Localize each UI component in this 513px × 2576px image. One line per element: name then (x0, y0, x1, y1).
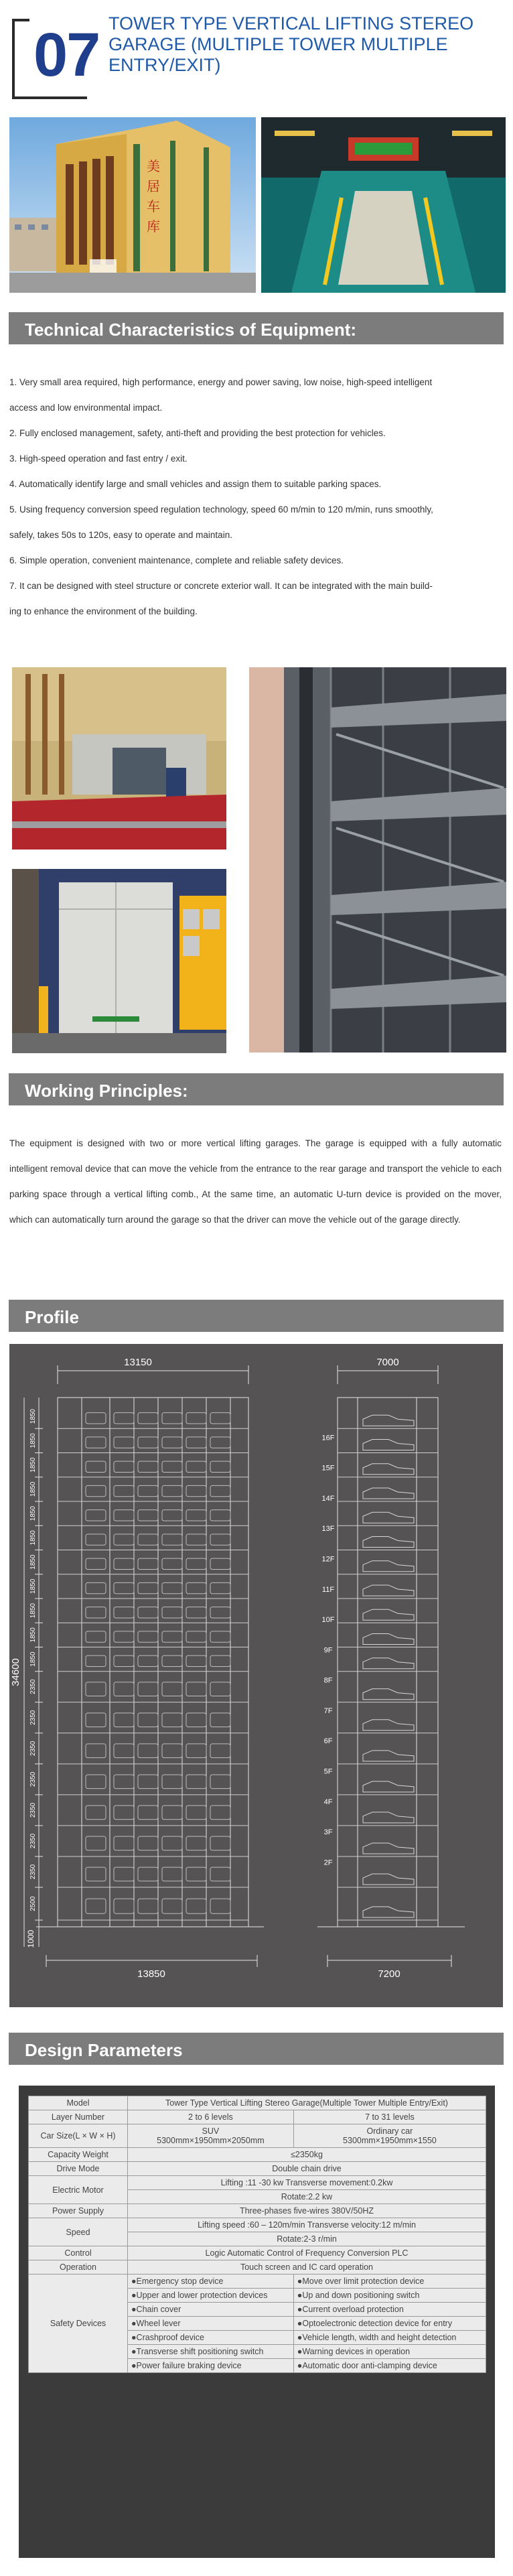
profile-car-outline (210, 1437, 230, 1448)
characteristic-line: 4. Automatically identify large and small vehicles and assign them to suitable parking spaces. (9, 479, 382, 489)
car-b-size: 5300mm×1950mm×1550 (343, 2136, 437, 2145)
table-row (29, 2260, 486, 2275)
power-value: Three-phases five-wires 380V/50HZ (128, 2204, 486, 2218)
profile-car-outline (138, 1631, 158, 1642)
profile-bottom-width-right: 7200 (378, 1968, 400, 1980)
profile-total-height: 34600 (10, 1658, 21, 1686)
table-row (29, 2096, 486, 2110)
design-parameters-table (28, 2096, 486, 2373)
profile-car-outline (114, 1867, 134, 1881)
safety-item: ●Wheel lever (128, 2317, 294, 2331)
safety-item: ●Move over limit protection device (293, 2275, 486, 2289)
profile-car-outline (138, 1607, 158, 1618)
tower-lift-interior-photo (249, 667, 506, 1053)
profile-top-width-left: 13150 (124, 1357, 152, 1368)
safety-item: ●Chain cover (128, 2303, 294, 2317)
profile-car-outline (162, 1607, 182, 1618)
capacity-value: ≤2350kg (128, 2148, 486, 2162)
profile-car-outline (86, 1836, 106, 1850)
profile-car-outline (114, 1775, 134, 1789)
operation-value: Touch screen and IC card operation (128, 2260, 486, 2275)
speed-value-rotate: Rotate:2-3 r/min (128, 2232, 486, 2246)
profile-level-height: 1850 (29, 1408, 37, 1424)
drive-label: Drive Mode (29, 2162, 128, 2176)
profile-level-height: 2350 (29, 1802, 37, 1818)
profile-car-outline (210, 1485, 230, 1496)
car-size-a (128, 2124, 294, 2148)
safety-item: ●Vehicle length, width and height detection (293, 2331, 486, 2345)
profile-car-outline (138, 1534, 158, 1545)
design-parameters-heading: Design Parameters (25, 2040, 183, 2060)
profile-car-outline (162, 1806, 182, 1820)
profile-car-outline (210, 1806, 230, 1820)
characteristic-line: 5. Using frequency conversion speed regulation technology, speed 60 m/min to 120 m/min, runs smoothly, (9, 504, 433, 515)
profile-car-side (363, 1720, 414, 1731)
profile-car-outline (138, 1867, 158, 1881)
power-label: Power Supply (29, 2204, 128, 2218)
car-b-type: Ordinary car (366, 2126, 413, 2136)
profile-car-outline (162, 1510, 182, 1521)
profile-car-outline (186, 1713, 206, 1727)
profile-car-outline (138, 1437, 158, 1448)
profile-car-outline (114, 1534, 134, 1545)
profile-top-width-right: 7000 (376, 1357, 399, 1368)
safety-item: ●Optoelectronic detection device for entry (293, 2317, 486, 2331)
profile-car-outline (162, 1558, 182, 1569)
table-row (29, 2246, 486, 2260)
profile-car-outline (114, 1510, 134, 1521)
speed-value-lifting: Lifting speed :60 – 120m/min Transverse velocity:12 m/min (128, 2218, 486, 2232)
profile-car-outline (210, 1558, 230, 1569)
profile-floor-label: 10F (321, 1616, 335, 1625)
profile-car-outline (210, 1510, 230, 1521)
motor-value-rotate: Rotate:2.2 kw (128, 2190, 486, 2204)
garage-entrance-photo (12, 667, 226, 850)
profile-floor-label: 8F (323, 1676, 333, 1685)
characteristic-line: 7. It can be designed with steel structure or concrete exterior wall. It can be integrated with the main build- (9, 581, 433, 591)
profile-car-outline (186, 1558, 206, 1569)
profile-level-height: 2350 (29, 1710, 37, 1725)
profile-car-outline (138, 1485, 158, 1496)
model-value: Tower Type Vertical Lifting Stereo Garage(Multiple Tower Multiple Entry/Exit) (128, 2096, 486, 2110)
profile-car-outline (162, 1836, 182, 1850)
section-number: 07 (33, 21, 100, 89)
profile-car-outline (138, 1713, 158, 1727)
profile-floor-label: 7F (323, 1706, 333, 1715)
layer-value-b: 7 to 31 levels (293, 2110, 486, 2124)
profile-car-outline (114, 1655, 134, 1666)
safety-item: ●Up and down positioning switch (293, 2289, 486, 2303)
table-row (29, 2176, 486, 2190)
characteristic-line: safely, takes 50s to 120s, easy to operate and maintain. (9, 530, 232, 540)
profile-car-outline (86, 1806, 106, 1820)
profile-car-outline (138, 1655, 158, 1666)
profile-car-outline (114, 1582, 134, 1593)
profile-level-height: 1850 (29, 1433, 37, 1448)
profile-car-outline (210, 1899, 230, 1913)
profile-floor-label: 6F (323, 1737, 333, 1746)
profile-floor-label: 5F (323, 1767, 333, 1776)
speed-label: Speed (29, 2218, 128, 2246)
section-number-box (12, 19, 100, 99)
profile-car-outline (86, 1413, 106, 1424)
car-size-label: Car Size(L × W × H) (29, 2124, 128, 2148)
layer-value-a: 2 to 6 levels (128, 2110, 294, 2124)
profile-car-outline (162, 1775, 182, 1789)
profile-car-outline (162, 1867, 182, 1881)
profile-car-outline (114, 1836, 134, 1850)
operation-label: Operation (29, 2260, 128, 2275)
capacity-label: Capacity Weight (29, 2148, 128, 2162)
profile-car-side (363, 1689, 414, 1700)
working-principle-text: The equipment is designed with two or more vertical lifting garages. The garage is equipped with a fully automatic intelligent removal device that can move the vehicle from the entrance to the rear garage and transport the vehicle to each parking space through a vertical lifting comb., At the same time, an automatic U-turn device is provided on the mover, which can automatically turn around the garage so that the driver can move the vehicle out of the garage directly. (9, 1138, 502, 1225)
profile-level-height: 1850 (29, 1651, 37, 1667)
table-row (29, 2124, 486, 2148)
profile-car-outline (114, 1744, 134, 1758)
profile-car-outline (86, 1437, 106, 1448)
characteristic-line: access and low environmental impact. (9, 403, 163, 413)
profile-car-outline (162, 1413, 182, 1424)
safety-item: ●Transverse shift positioning switch (128, 2345, 294, 2359)
profile-car-side (363, 1812, 414, 1823)
profile-car-outline (114, 1713, 134, 1727)
profile-car-outline (186, 1806, 206, 1820)
characteristic-line: ing to enhance the environment of the building. (9, 606, 198, 616)
profile-car-outline (162, 1655, 182, 1666)
profile-car-outline (210, 1867, 230, 1881)
profile-drawing (9, 1344, 503, 2007)
profile-floor-label: 11F (321, 1585, 335, 1594)
profile-car-outline (210, 1461, 230, 1472)
profile-car-outline (210, 1744, 230, 1758)
safety-item: ●Crashproof device (128, 2331, 294, 2345)
profile-level-height: 1850 (29, 1554, 37, 1570)
profile-car-outline (114, 1413, 134, 1424)
profile-floor-label: 9F (323, 1646, 333, 1655)
profile-car-outline (138, 1682, 158, 1696)
safety-item: ●Warning devices in operation (293, 2345, 486, 2359)
characteristics-list (9, 370, 492, 624)
profile-floor-label: 13F (321, 1525, 335, 1534)
profile-car-outline (86, 1510, 106, 1521)
safety-label: Safety Devices (29, 2275, 128, 2373)
profile-level-height: 1850 (29, 1578, 37, 1594)
svg-text:居: 居 (147, 180, 160, 194)
profile-floor-label: 12F (321, 1555, 335, 1564)
profile-car-outline (186, 1510, 206, 1521)
profile-car-outline (162, 1631, 182, 1642)
profile-car-side (363, 1781, 414, 1792)
profile-car-outline (86, 1655, 106, 1666)
characteristic-line: 3. High-speed operation and fast entry / exit. (9, 454, 188, 464)
profile-car-outline (162, 1485, 182, 1496)
table-row (29, 2148, 486, 2162)
profile-car-outline (114, 1631, 134, 1642)
profile-car-side (363, 1751, 414, 1761)
page-header (8, 7, 504, 107)
characteristic-line: 6. Simple operation, convenient maintenance, complete and reliable safety devices. (9, 555, 344, 565)
profile-car-outline (162, 1682, 182, 1696)
profile-car-outline (186, 1836, 206, 1850)
model-label: Model (29, 2096, 128, 2110)
profile-car-outline (186, 1607, 206, 1618)
profile-car-outline (86, 1485, 106, 1496)
profile-car-outline (114, 1558, 134, 1569)
profile-car-outline (210, 1413, 230, 1424)
profile-car-side (363, 1585, 414, 1596)
table-row (29, 2162, 486, 2176)
profile-car-outline (86, 1899, 106, 1913)
profile-car-outline (86, 1631, 106, 1642)
profile-car-outline (186, 1775, 206, 1789)
profile-car-side (363, 1415, 414, 1426)
profile-car-outline (186, 1485, 206, 1496)
profile-car-side (363, 1439, 414, 1450)
building-exterior-photo (9, 117, 256, 293)
profile-car-outline (162, 1744, 182, 1758)
safety-item: ●Upper and lower protection devices (128, 2289, 294, 2303)
technical-characteristics-band (9, 312, 504, 344)
profile-car-side (363, 1464, 414, 1475)
profile-floor-label: 4F (323, 1798, 333, 1806)
profile-car-outline (210, 1682, 230, 1696)
profile-level-height: 2350 (29, 1679, 37, 1694)
safety-item: ●Emergency stop device (128, 2275, 294, 2289)
safety-item: ●Current overload protection (293, 2303, 486, 2317)
profile-car-side (363, 1561, 414, 1572)
profile-bottom-offset: 1000 (26, 1929, 35, 1948)
page-title: TOWER TYPE VERTICAL LIFTING STEREO GARAGE (MULTIPLE TOWER MULTIPLE ENTRY/EXIT) (108, 13, 474, 75)
profile-car-outline (138, 1775, 158, 1789)
profile-level-height: 2500 (29, 1896, 37, 1911)
car-a-size: 5300mm×1950mm×2050mm (157, 2136, 265, 2145)
control-label: Control (29, 2246, 128, 2260)
profile-car-outline (138, 1510, 158, 1521)
profile-car-outline (86, 1867, 106, 1881)
profile-bottom-width-left: 13850 (137, 1968, 165, 1980)
profile-car-outline (114, 1461, 134, 1472)
table-row (29, 2275, 486, 2289)
profile-car-outline (186, 1461, 206, 1472)
profile-level-height: 2350 (29, 1771, 37, 1787)
profile-car-side (363, 1512, 414, 1523)
profile-level-height: 1850 (29, 1627, 37, 1643)
profile-car-outline (162, 1437, 182, 1448)
profile-car-outline (86, 1682, 106, 1696)
profile-car-side (363, 1488, 414, 1499)
profile-car-outline (138, 1744, 158, 1758)
profile-car-outline (86, 1713, 106, 1727)
profile-car-outline (86, 1775, 106, 1789)
layer-label: Layer Number (29, 2110, 128, 2124)
profile-car-outline (138, 1582, 158, 1593)
profile-car-outline (162, 1534, 182, 1545)
safety-item: ●Automatic door anti-clamping device (293, 2359, 486, 2373)
table-row (29, 2110, 486, 2124)
profile-car-outline (186, 1631, 206, 1642)
profile-level-height: 1850 (29, 1603, 37, 1619)
profile-car-outline (86, 1461, 106, 1472)
profile-car-outline (210, 1607, 230, 1618)
motor-label: Electric Motor (29, 2176, 128, 2204)
profile-car-side (363, 1843, 414, 1854)
safety-item: ●Power failure braking device (128, 2359, 294, 2373)
profile-floor-label: 16F (321, 1434, 335, 1442)
profile-car-side (363, 1633, 414, 1644)
working-principles-band (9, 1073, 504, 1105)
profile-car-outline (186, 1655, 206, 1666)
profile-car-outline (86, 1607, 106, 1618)
profile-car-outline (210, 1582, 230, 1593)
profile-car-outline (138, 1413, 158, 1424)
profile-car-side (363, 1536, 414, 1547)
control-cabinet-photo (12, 869, 226, 1053)
profile-car-outline (162, 1713, 182, 1727)
corner-mark (15, 19, 29, 21)
profile-car-outline (186, 1413, 206, 1424)
motor-value-lifting: Lifting :11 -30 kw Transverse movement:0.2kw (128, 2176, 486, 2190)
profile-floor-label: 15F (321, 1464, 335, 1473)
profile-car-outline (186, 1899, 206, 1913)
drive-value: Double chain drive (128, 2162, 486, 2176)
profile-car-outline (86, 1744, 106, 1758)
profile-car-outline (210, 1655, 230, 1666)
profile-car-outline (114, 1437, 134, 1448)
profile-car-outline (86, 1558, 106, 1569)
profile-car-outline (210, 1775, 230, 1789)
car-a-type: SUV (202, 2126, 220, 2136)
profile-car-outline (114, 1899, 134, 1913)
profile-car-outline (138, 1806, 158, 1820)
table-row (29, 2204, 486, 2218)
profile-level-height: 1850 (29, 1505, 37, 1521)
profile-car-side (363, 1874, 414, 1885)
profile-car-outline (162, 1461, 182, 1472)
profile-car-side (363, 1658, 414, 1669)
profile-level-height: 1850 (29, 1530, 37, 1546)
profile-car-outline (186, 1582, 206, 1593)
profile-floor-label: 14F (321, 1494, 335, 1503)
profile-level-height: 2350 (29, 1741, 37, 1756)
characteristic-line: 2. Fully enclosed management, safety, anti-theft and providing the best protection for vehicles. (9, 428, 386, 438)
profile-car-outline (186, 1437, 206, 1448)
profile-car-outline (86, 1534, 106, 1545)
profile-car-outline (210, 1713, 230, 1727)
profile-floor-label: 2F (323, 1858, 333, 1867)
profile-car-outline (114, 1485, 134, 1496)
profile-car-side (363, 1907, 414, 1917)
profile-car-outline (138, 1899, 158, 1913)
profile-car-outline (114, 1806, 134, 1820)
profile-car-outline (186, 1867, 206, 1881)
profile-level-height: 2350 (29, 1833, 37, 1849)
profile-car-outline (186, 1744, 206, 1758)
control-value: Logic Automatic Control of Frequency Conversion PLC (128, 2246, 486, 2260)
profile-car-outline (186, 1534, 206, 1545)
svg-text:库: 库 (147, 220, 160, 234)
profile-level-height: 1850 (29, 1457, 37, 1473)
profile-car-outline (86, 1582, 106, 1593)
design-parameters-band (9, 2033, 504, 2065)
characteristic-line: 1. Very small area required, high performance, energy and power saving, low noise, high-speed intelligent (9, 377, 433, 387)
profile-car-outline (186, 1682, 206, 1696)
profile-level-height: 1850 (29, 1481, 37, 1497)
profile-band (9, 1300, 504, 1332)
working-principles-heading: Working Principles: (25, 1081, 188, 1101)
garage-interior-photo (261, 117, 506, 293)
profile-car-outline (210, 1534, 230, 1545)
profile-level-height: 2350 (29, 1864, 37, 1880)
profile-car-outline (114, 1607, 134, 1618)
profile-car-outline (138, 1558, 158, 1569)
technical-characteristics-heading: Technical Characteristics of Equipment: (25, 320, 357, 340)
svg-text:车: 车 (147, 200, 160, 214)
profile-car-outline (162, 1582, 182, 1593)
table-row (29, 2218, 486, 2232)
profile-heading: Profile (25, 1307, 79, 1327)
profile-car-outline (138, 1461, 158, 1472)
car-size-b (293, 2124, 486, 2148)
profile-car-side (363, 1609, 414, 1620)
profile-floor-label: 3F (323, 1828, 333, 1837)
svg-text:美: 美 (147, 159, 160, 174)
profile-car-outline (114, 1682, 134, 1696)
profile-car-outline (162, 1899, 182, 1913)
profile-car-outline (210, 1836, 230, 1850)
profile-car-outline (138, 1836, 158, 1850)
profile-car-outline (210, 1631, 230, 1642)
